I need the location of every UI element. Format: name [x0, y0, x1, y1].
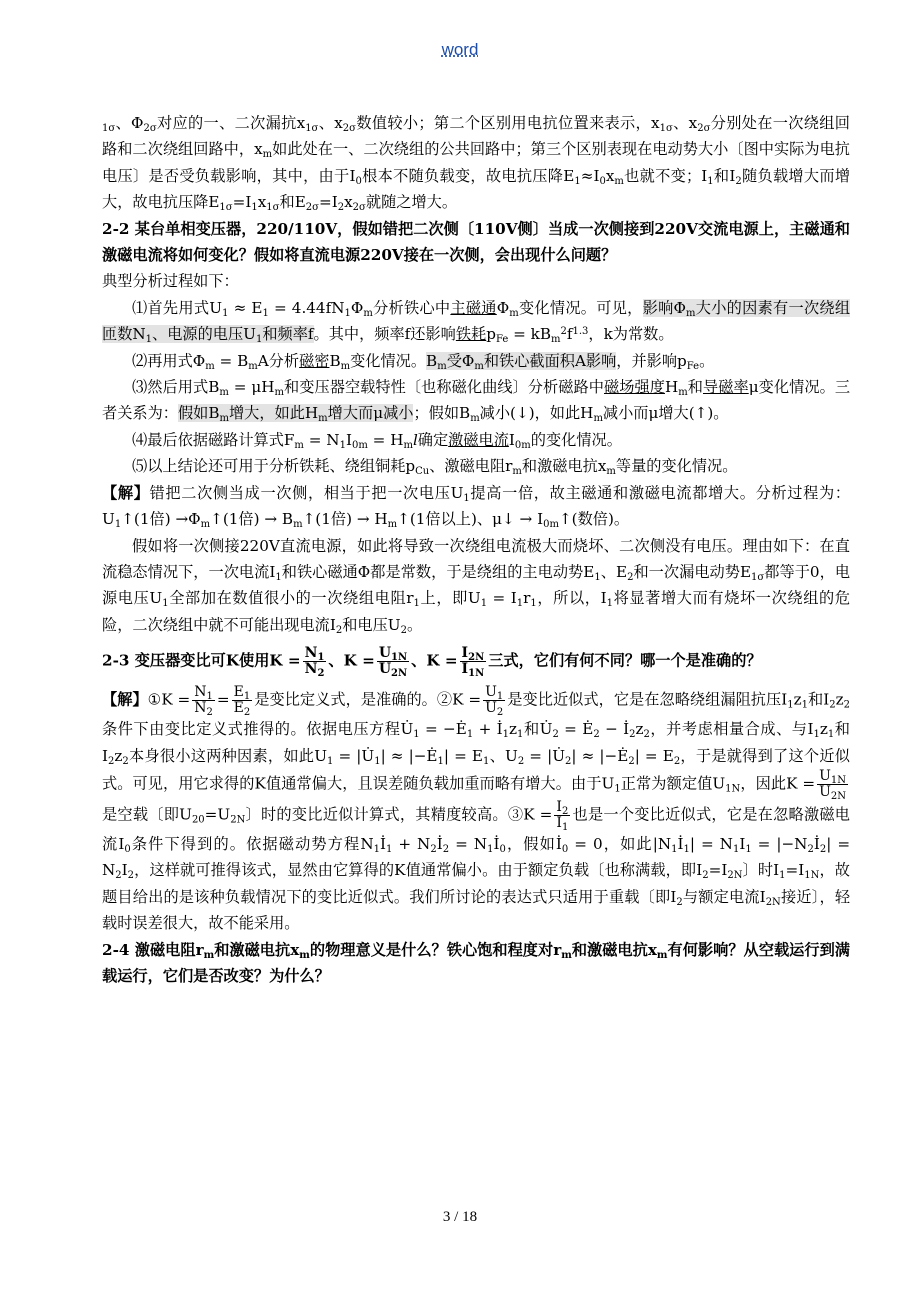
question-2-4-title: 2-4 激磁电阻$r_m$和激磁电抗$x_m$的物理意义是什么？铁心饱和程度对$r_m$和激磁电抗$x_m$有何影响？从空载运行到满载运行，它们是否改变？为什么？	[102, 940, 850, 985]
analysis-step-1: ⑴首先用式$U_1 \approx E_1 = 4.44fN_1\Phi_m$分析铁心中主磁通$\Phi_m$变化情况。可见，影响$\Phi_m$大小的因素有一次绕组匝数$N_1$、电源的电压$U_1$和频率f。其中，频率f还影响铁耗$p_{Fe} = kB_m^2f^{1.3}$，k为常数。	[102, 298, 851, 346]
answer-2-3: 【解】①K = $\frac{N_1}{N_2}$ = $\frac{E_1}{E_2}$ 是变比定义式，是准确的。②K = $\frac{U_1}{U_2}$ 是变比近似式，它是在忽略绕组漏阻抗压$I_1z_1$和$I_2z_2$条件下由变比定义式推得的。依据电压方程$U̇_1$ = $-Ė_1$ + $İ_1z_1$和$U̇_2$ = $Ė_2$ − $İ_2z_2$，并考虑相量合成、与$I_1z_1$和$I_2z_2$本身很小这两种因素，如此$U_1$ = $|U̇_1|$ ≈ $|-Ė_1| = E_1$、$U_2$ = $|U̇_2|$ ≈ $|-Ė_2| = E_2$，于是就得到了这个近似式。可见，用它求得的K值通常偏大，且误差随负载加重而略有增大。由于$U_1$正常为额定值$U_{1N}$，因此K = $\frac{U_{1N}}{U_{2N}}$ 是空载〔即$U_{20}=U_{2N}$〕时的变比近似计算式，其精度较高。③K = $\frac{I_2}{I_1}$ 也是一个变比近似式，它是在忽略激磁电流$I_0$条件下得到的。依据磁动势方程$N_1İ_1$ + $N_2İ_2$ = $N_1İ_0$，假如$İ_0 = 0$，如此$|N_1İ_1| = N_1I_1$ = $|-N_2İ_2| = N_2I_2$，这样就可推得该式，显然由它算得的K值通常偏小。由于额定负载〔也称满载，即$I_2=I_{2N}$〕时$I_1=I_{1N}$，故题目给出的是该种负载情况下的变比近似式。我们所讨论的表达式只适用于重载〔即$I_2$与额定电流$I_{2N}$接近〕，轻载时误差很大，故不能采用。	[102, 684, 851, 933]
paragraph-continued: $_{1\sigma}$、$\Phi_{2\sigma}$对应的一、二次漏抗$x_{1\sigma}$、$x_{2\sigma}$数值较小；第二个区别用电抗位置来表示，$x_{1\sigma}$、$x_{2\sigma}$分别处在一次绕组回路和二次绕组回路中，$x_m$如此处在一、二次绕组的公共回路中；第三个区别表现在电动势大小〔图中实际为电抗电压〕是否受负载影响，其中，由于$I_0$根本不随负载变，故电抗压降$E_1\approx I_0x_m$也就不变；$I_1$和$I_2$随负载增大而增大，故电抗压降$E_{1\sigma}=I_1x_{1\sigma}$和$E_{2\sigma}=I_2x_{2\sigma}$就随之增大。	[102, 114, 851, 214]
analysis-step-2: ⑵再用式$\Phi_m = B_mA$分析磁密$B_m$变化情况。$B_m$受$\Phi_m$和铁心截面积A影响，并影响$p_{Fe}$。	[132, 351, 715, 372]
analysis-step-3: ⑶然后用式$B_m = \mu H_m$和变压器空载特性〔也称磁化曲线〕分析磁路中磁场强度$H_m$和导磁率μ变化情况。三者关系为：假如$B_m$增大，如此$H_m$增大而μ减小；假如$B_m$减小(↓)，如此$H_m$减小而μ增大(↑)。	[102, 378, 851, 425]
solve-tag: 【解】	[102, 483, 150, 502]
question-2-3-title: 2-3 变压器变比可K使用K = $\frac{N_1}{N_2}$ 、K = $\frac{U_{1N}}{U_{2N}}$ 、K = $\frac{I_{2N}}{I_{1N}}$ 三式，它们有何不同？哪一个是准确的？	[102, 645, 762, 680]
question-2-2-title: 2-2 某台单相变压器，220/110V，假如错把二次侧〔110V侧〕当成一次侧接到220V交流电源上，主磁通和激磁电流将如何变化？假如将直流电源220V接在一次侧，会出现什么问题？	[102, 219, 850, 265]
analysis-step-4: ⑷最后依据磁路计算式$F_m = N_1I_{0m} = H_ml$确定激磁电流$I_{0m}$的变化情况。	[132, 430, 622, 451]
answer-2-2-dc: 假如将一次侧接220V直流电源，如此将导致一次绕组电流极大而烧坏、二次侧没有电压。理由如下：在直流稳态情况下，一次电流$I_1$和铁心磁通Φ都是常数，于是绕组的主电动势$E_1$、$E_2$和一次漏电动势$E_{1\sigma}$都等于0，电源电压$U_1$全部加在数值很小的一次绕组电阻$r_1$上，即$U_1 = I_1r_1$，所以，$I_1$将显著增大而有烧坏一次绕组的危险，二次绕组中就不可能出现电流$I_2$和电压$U_2$。	[102, 536, 851, 636]
analysis-intro: 典型分析过程如下：	[102, 272, 239, 291]
solve-tag-2-3: 【解】	[102, 690, 148, 709]
page-content	[102, 110, 850, 989]
page-number: 3 / 18	[442, 1209, 478, 1225]
header-word-link[interactable]: word	[441, 40, 479, 59]
answer-2-2: 【解】错把二次侧当成一次侧，相当于把一次电压$U_1$提高一倍，故主磁通和激磁电流都增大。分析过程为：$U_1↑(1$倍) $\to\Phi_m↑(1$倍) → $B_m↑(1$倍) → $H_m↑(1$倍以上)、μ↓ → $I_{0m}↑$(数倍)。	[102, 483, 850, 531]
analysis-step-5: ⑸以上结论还可用于分析铁耗、绕组铜耗$p_{Cu}$、激磁电阻$r_m$和激磁电抗$x_m$等量的变化情况。	[132, 457, 738, 478]
